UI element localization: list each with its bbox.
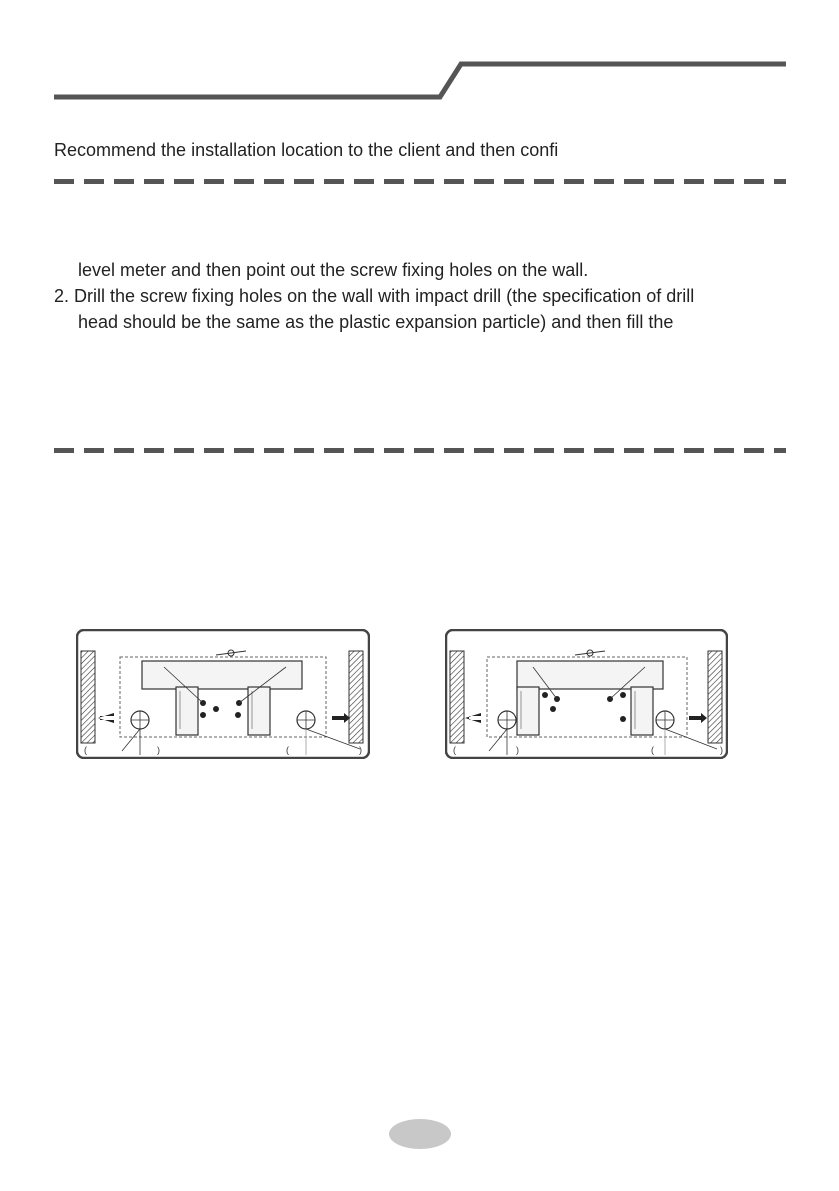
figure-label-right: ( ) [286,745,362,755]
wall-left-hatch [81,651,95,743]
screw-icon [213,706,219,712]
header-rule [0,0,839,110]
wall-left-hatch [450,651,464,743]
dashed-divider-top [54,179,786,184]
figure-label-right: ( ) [651,745,723,755]
intro-text: Recommend the installation location to the client and then confi [54,140,559,160]
step-2-text: 2. Drill the screw fixing holes on the wall with impact drill (the specification of drill [54,286,695,306]
screw-icon [235,712,241,718]
step-1-continuation: level meter and then point out the screw fixing holes on the wall. [78,260,589,280]
dashed-divider-bottom [54,448,786,453]
screw-icon [550,706,556,712]
screw-icon [542,692,548,698]
figure-label-left: ( ) [84,745,160,755]
installation-figure-right [445,629,728,759]
installation-figure-left [76,629,370,759]
wall-right-hatch [708,651,722,743]
screw-icon [620,716,626,722]
wall-right-hatch [349,651,363,743]
screw-icon [200,712,206,718]
step-2-continuation: head should be the same as the plastic expansion particle) and then fill the [78,312,674,332]
mounting-plate [142,661,302,689]
page-number-badge [389,1119,451,1149]
screw-icon [620,692,626,698]
figure-label-left: ( ) [453,745,519,755]
